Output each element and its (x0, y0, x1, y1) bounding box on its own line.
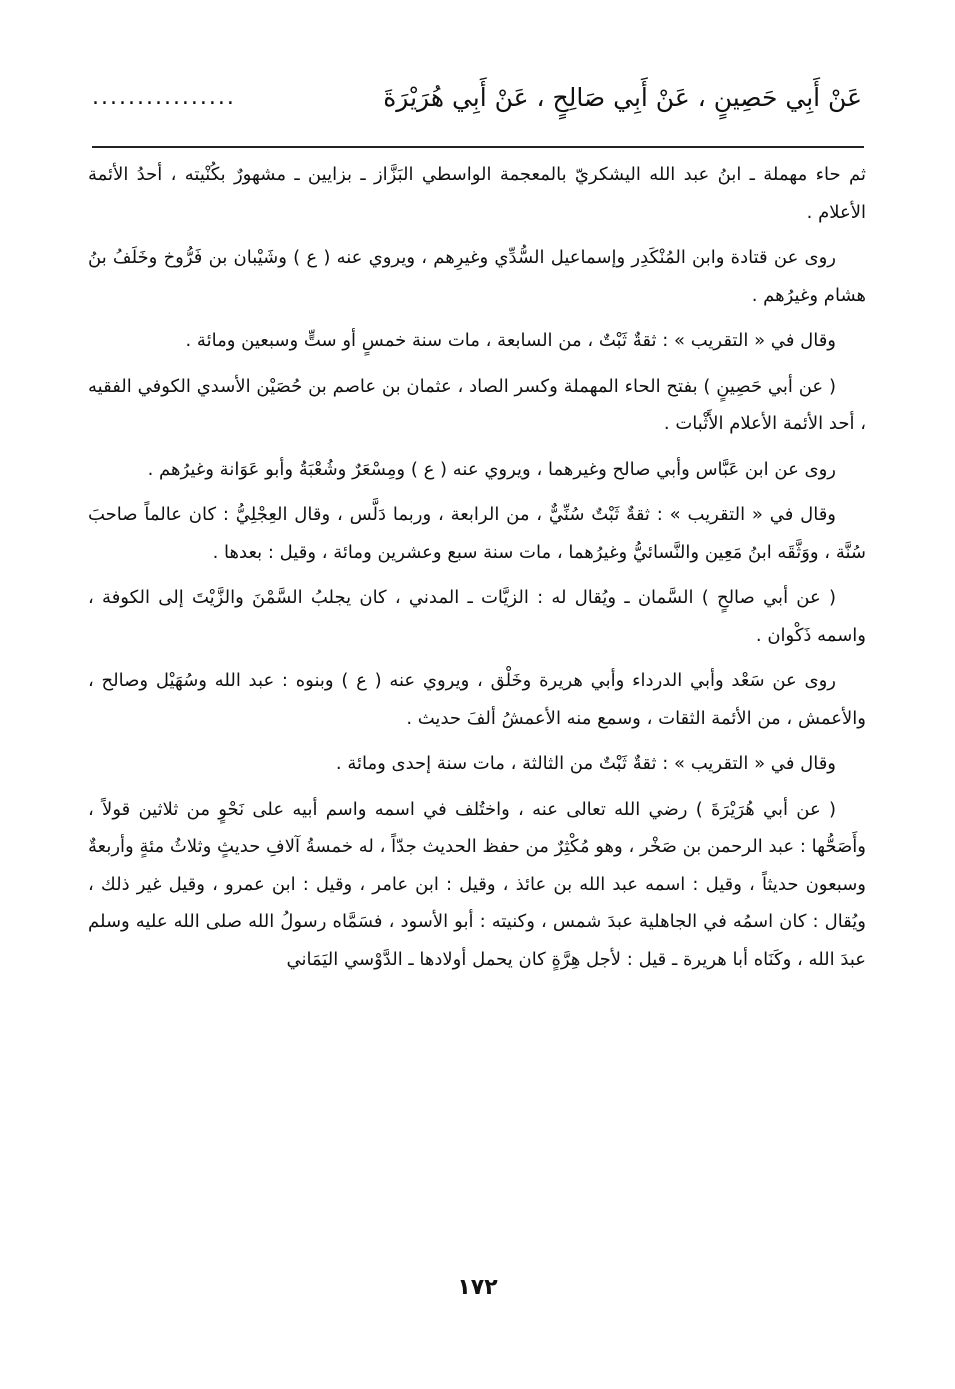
paragraph-1: ثم حاء مهملة ـ ابنُ عبد الله اليشكريّ بالمعجمة الواسطي البَزَّاز ـ بزايين ـ مشهورٌ بكُنْيته ، أحدُ الأئمة الأعلام . (88, 164, 866, 223)
running-head (92, 78, 862, 118)
paragraph-2: روى عن قتادة وابن المُنْكَدِر وإسماعيل السُّدِّي وغيرِهم ، ويروي عنه ( ع ) وشَيْبان بن فَرُّوخ وخَلَفُ بنُ هشام وغيرُهم . (88, 247, 866, 306)
paragraph-7: ( عن أبي صالحٍ ) السَّمان ـ ويُقال له : الزيَّات ـ المدني ، كان يجلبُ السَّمْنَ والزَّيْتَ إلى الكوفة ، واسمه ذَكْوان . (88, 587, 866, 646)
main-text (88, 156, 866, 986)
page-number: ١٧٢ (457, 1275, 498, 1300)
paragraph-5: روى عن ابن عَبَّاس وأبي صالح وغيرهما ، ويروي عنه ( ع ) ومِسْعَرٌ وشُعْبَةُ وأبو عَوَانة وغيرُهم . (147, 458, 836, 480)
header-rule (92, 146, 864, 148)
paragraph-10: ( عن أبي هُرَيْرَةَ ) رضي الله تعالى عنه ، واختُلف في اسمه واسم أبيه على نَحْوٍ من ثلاثين قولاً ، وأَصَحُّها : عبد الرحمن بن صَخْر ، وهو مُكْثِرٌ من حفظ الحديث جدّاً ، له خمسةُ آلافِ حديثٍ وثلاثُ مئةٍ وأربعةٌ وسبعون حديثاً ، وقيل : اسمه عبد الله بن عائذ ، وقيل : ابن عامر ، وقيل : ابن عمرو ، وقيل غير ذلك ، ويُقال : كان اسمُه في الجاهلية عبدَ شمس ، وكنيته : أبو الأسود ، فسَمَّاه رسولُ الله صلى الله عليه وسلم عبدَ الله ، وكَنَاه أبا هريرة ـ قيل : لأجل هِرَّةٍ كان يحمل أولادها ـ الدَّوْسي اليَمَاني (88, 798, 866, 970)
running-head-leader-dots: ................ (92, 85, 236, 110)
paragraph-6: وقال في « التقريب » : ثقةٌ ثَبْتٌ سُنِّيٌّ ، من الرابعة ، وربما دَلَّس ، وقال العِجْلِيُّ : كان عالماً صاحبَ سُنَّة ، ووَثَّقَه ابنُ مَعِين والنَّسائيُّ وغيرُهما ، مات سنة سبع وعشرين ومائة ، وقيل : بعدها . (88, 504, 866, 563)
paragraph-4: ( عن أبي حَصِينٍ ) بفتح الحاء المهملة وكسر الصاد ، عثمان بن عاصم بن حُصَيْن الأسدي الكوفي الفقيه ، أحد الأئمة الأعلام الأَثْبات . (88, 375, 866, 434)
paragraph-9: وقال في « التقريب » : ثقةٌ ثَبْتٌ من الثالثة ، مات سنة إحدى ومائة . (335, 753, 836, 774)
running-head-title: عَنْ أَبِي حَصِينٍ ، عَنْ أَبِي صَالِحٍ ، عَنْ أَبِي هُرَيْرَةَ (383, 83, 862, 112)
paragraph-8: روى عن سَعْد وأبي الدرداء وأبي هريرة وخَلْق ، ويروي عنه ( ع ) وبنوه : عبد الله وسُهَيْل وصالح ، والأعمش ، من الأئمة الثقات ، وسمع منه الأعمشُ ألفَ حديث . (88, 670, 866, 729)
paragraph-3: وقال في « التقريب » : ثقةٌ ثَبْتٌ ، من السابعة ، مات سنة خمسٍ أو ستٍّ وسبعين ومائة . (185, 330, 836, 351)
